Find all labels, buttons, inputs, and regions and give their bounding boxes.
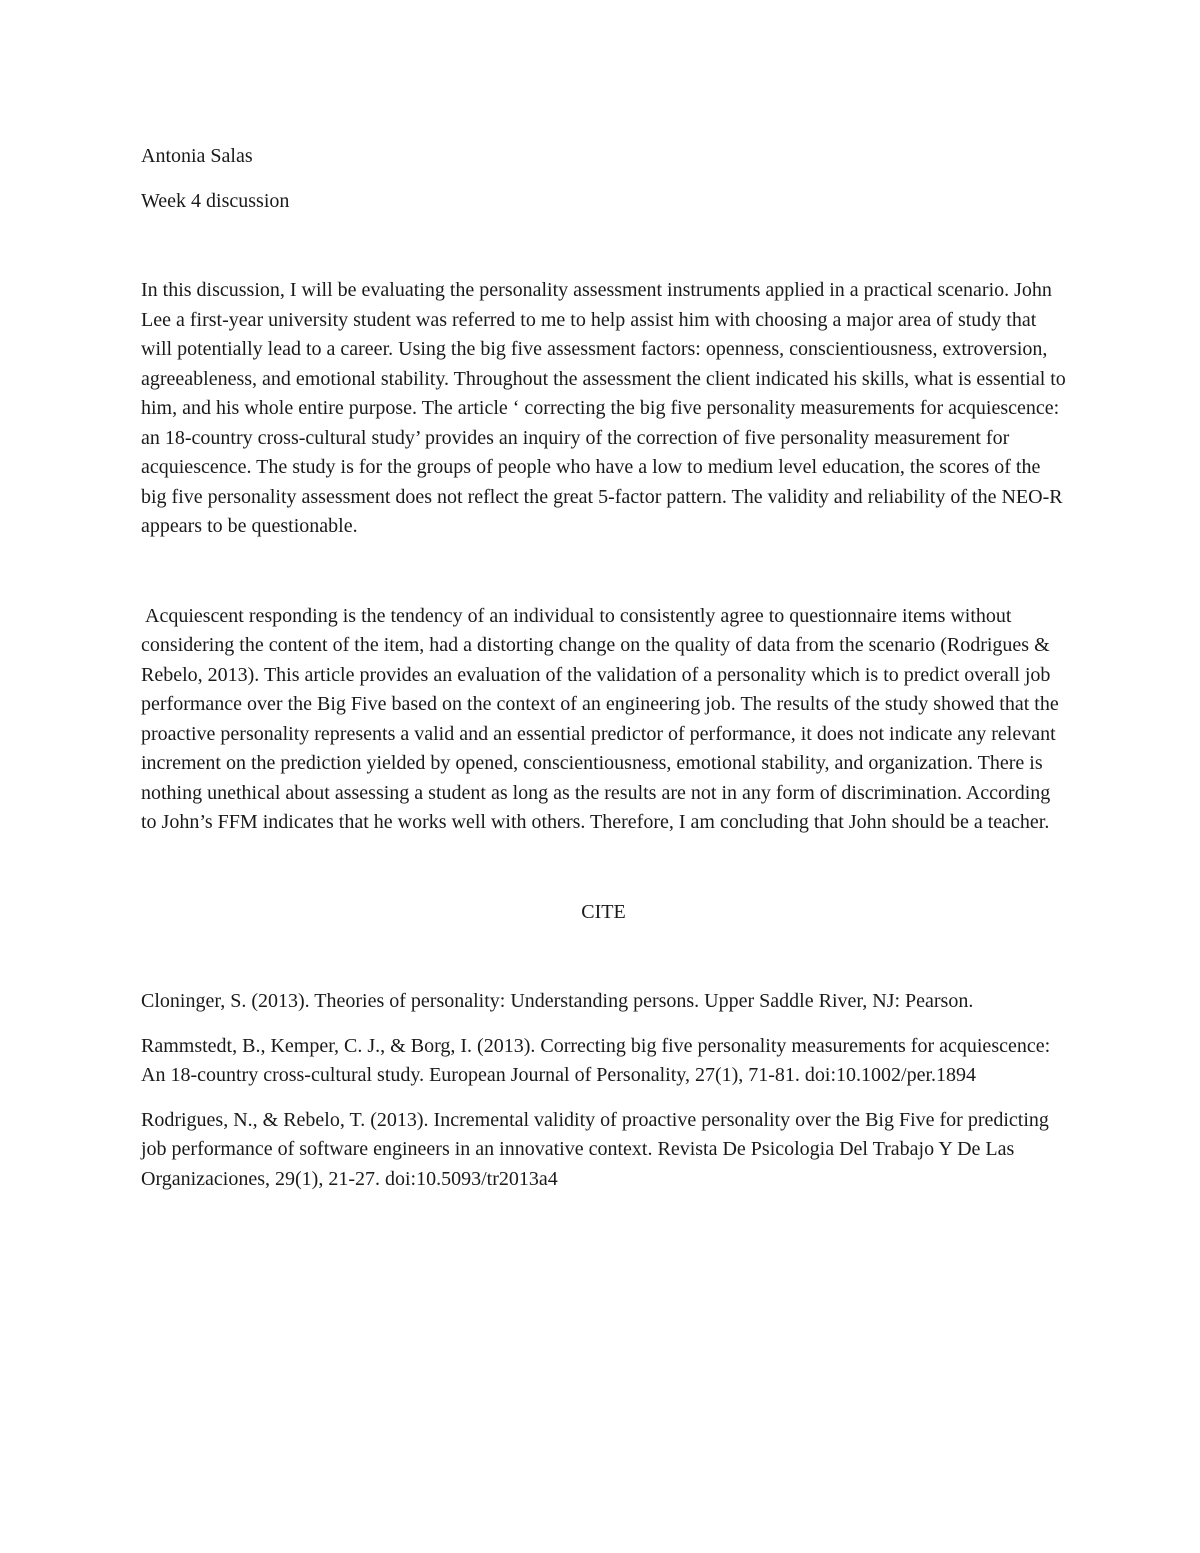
reference-item: Cloninger, S. (2013). Theories of personality: Understanding persons. Upper Saddle River, NJ: Pearson.	[141, 990, 974, 1012]
document-body	[141, 142, 1066, 1209]
body-paragraph: In this discussion, I will be evaluating the personality assessment instruments applied in a practical scenario. John Lee a first-year university student was referred to me to help assist him with choosing a major area of study that will potentially lead to a career. Using the big five assessment factors: openness, conscientiousness, extroversion, agreeableness, and emotional stability. Throughout the assessment the client indicated his skills, what is essential to him, and his whole entire purpose. The article ‘ correcting the big five personality measurements for acquiescence: an 18-country cross-cultural study’ provides an inquiry of the correction of five personality measurement for acquiescence. The study is for the groups of people who have a low to medium level education, the scores of the big five personality assessment does not reflect the great 5-factor pattern. The validity and reliability of the NEO-R appears to be questionable.	[141, 279, 1066, 537]
document-title: Week 4 discussion	[141, 189, 290, 212]
author-name: Antonia Salas	[141, 145, 253, 167]
reference-item: Rammstedt, B., Kemper, C. J., & Borg, I. (2013). Correcting big five personality measurements for acquiescence: An 18-country cross-cultural study. European Journal of Personality, 27(1), 71-81. doi:10.1002/per.1894	[141, 1034, 1051, 1086]
body-paragraph: Acquiescent responding is the tendency of an individual to consistently agree to questionnaire items without considering the content of the item, had a distorting change on the quality of data from the scenario (Rodrigues & Rebelo, 2013). This article provides an evaluation of the validation of a personality which is to predict overall job performance over the Big Five based on the context of an engineering job. The results of the study showed that the proactive personality represents a valid and an essential predictor of performance, it does not indicate any relevant increment on the prediction yielded by opened, conscientiousness, emotional stability, and organization. There is nothing unethical about assessing a student as long as the results are not in any form of discrimination. According to John’s FFM indicates that he works well with others. Therefore, I am concluding that John should be a teacher.	[141, 604, 1059, 833]
reference-item: Rodrigues, N., & Rebelo, T. (2013). Incremental validity of proactive personality over the Big Five for predicting job performance of software engineers in an innovative context. Revista De Psicologia Del Trabajo Y De Las Organizaciones, 29(1), 21-27. doi:10.5093/tr2013a4	[141, 1108, 1049, 1190]
cite-heading: CITE	[581, 900, 626, 923]
